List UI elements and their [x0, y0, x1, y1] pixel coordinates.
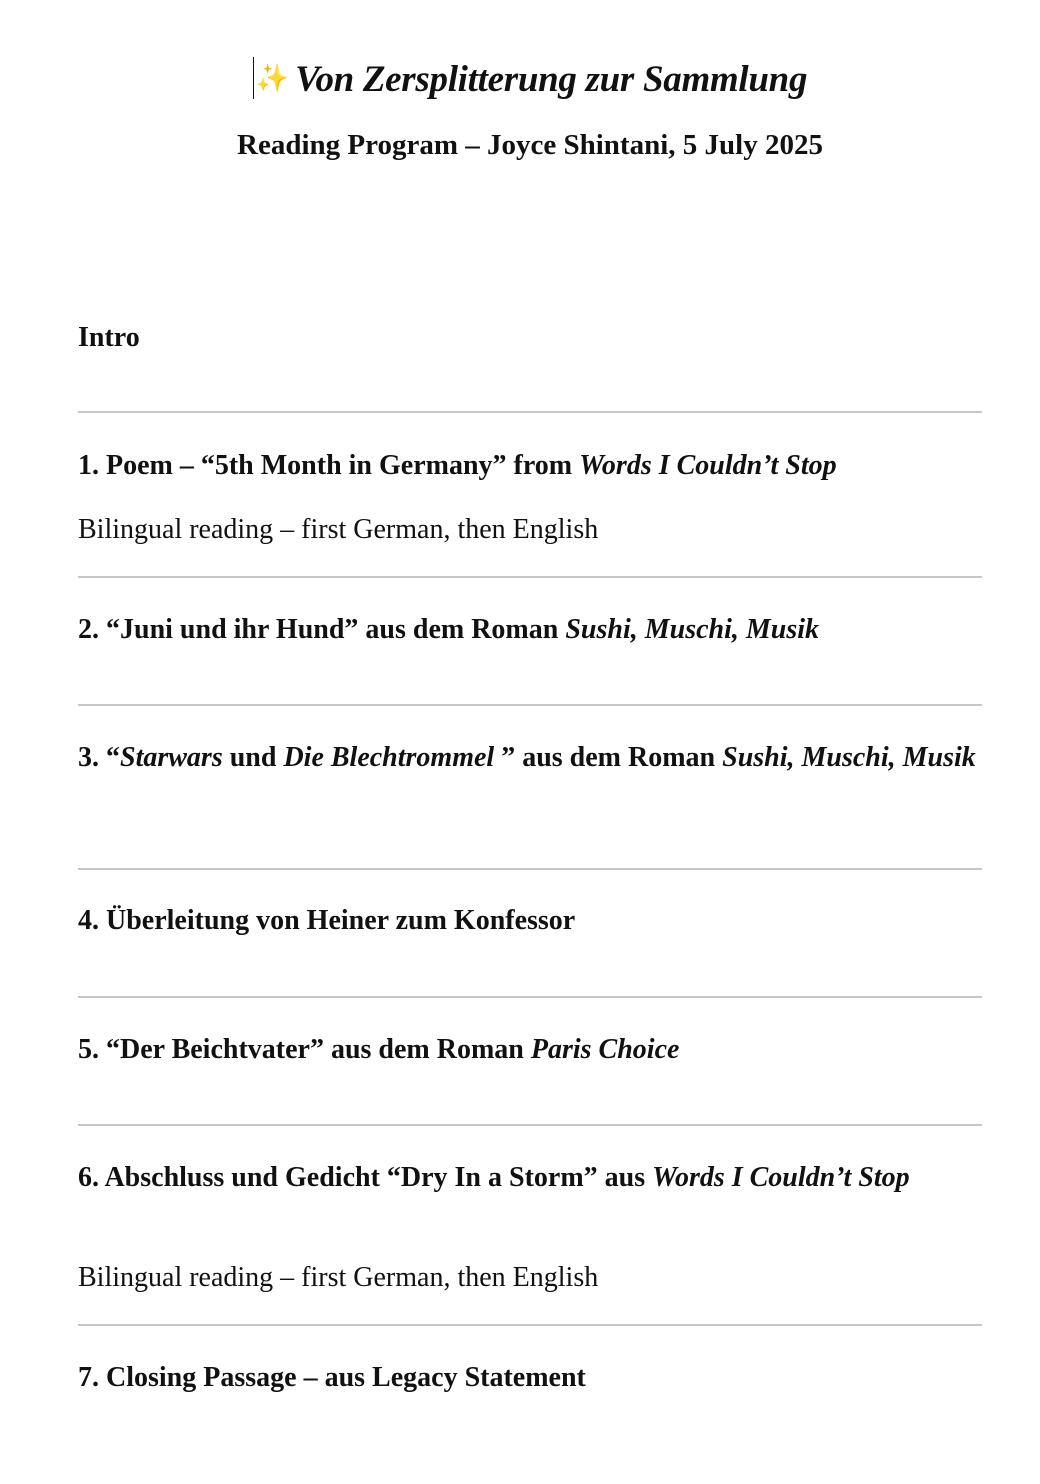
item-3-mid: und [222, 742, 284, 773]
divider [78, 704, 982, 706]
program-item-3-heading [78, 740, 982, 776]
title-text: Von Zersplitterung zur Sammlung [295, 59, 808, 100]
divider [78, 996, 982, 998]
divider [78, 576, 982, 578]
item-3-work-title-a: Starwars [120, 742, 223, 773]
divider [78, 1124, 982, 1126]
sparkle-icon: ✨ [255, 63, 290, 93]
item-2-lead: 2. “Juni und ihr Hund” aus dem Roman [78, 614, 566, 645]
program-item-7-heading: 7. Closing Passage – aus Legacy Statement [78, 1362, 586, 1393]
item-5-lead: 5. “Der Beichtvater” aus dem Roman [78, 1034, 531, 1065]
item-2-work-title: Sushi, Muschi, Musik [565, 614, 820, 645]
divider [78, 868, 982, 870]
item-5-work-title: Paris Choice [530, 1034, 680, 1065]
program-item-1-heading [78, 448, 982, 484]
program-item-6-note: Bilingual reading – first German, then English [78, 1262, 599, 1293]
text-cursor [253, 57, 254, 99]
item-6-work-title: Words I Couldn’t Stop [652, 1162, 910, 1193]
divider [78, 1324, 982, 1326]
page-subtitle: Reading Program – Joyce Shintani, 5 July 2025 [237, 129, 823, 161]
item-6-lead: 6. Abschluss und Gedicht “Dry In a Storm” aus [78, 1162, 653, 1193]
item-1-work-title: Words I Couldn’t Stop [579, 450, 837, 481]
program-item-6-heading [78, 1160, 982, 1196]
program-item-1-note: Bilingual reading – first German, then English [78, 514, 599, 545]
program-item-5-heading [78, 1032, 982, 1068]
item-3-lead: 3. “ [78, 742, 120, 773]
item-3-work-title-b: Die Blechtrommel [283, 742, 495, 773]
item-1-lead: 1. Poem – “5th Month in Germany” from [78, 450, 580, 481]
page-title [78, 54, 982, 104]
divider [78, 411, 982, 413]
item-3-after: ” aus dem Roman [494, 742, 723, 773]
program-intro-heading: Intro [78, 322, 140, 353]
item-3-work-title-c: Sushi, Muschi, Musik [722, 742, 976, 773]
program-item-4-heading: 4. Überleitung von Heiner zum Konfessor [78, 905, 576, 936]
program-item-2-heading [78, 612, 982, 648]
